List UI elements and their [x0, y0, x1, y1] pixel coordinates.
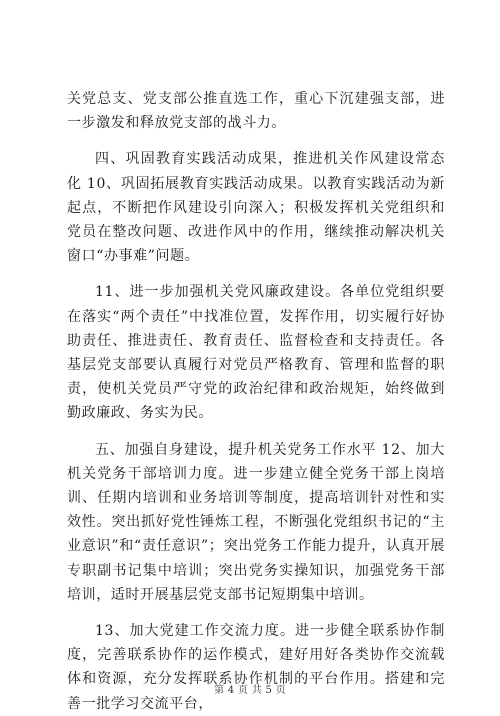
- page-body: [67, 87, 445, 716]
- paragraph-education-practice: 四、巩固教育实践活动成果，推进机关作风建设常态化 10、巩固拓展教育实践活动成果。以教育实践活动为新起点，不断把作风建设引向深入；积极发挥机关党组织和党员在整改问题、改进作风中的作用，继续推动解决机关窗口“办事难”问题。: [67, 151, 445, 265]
- paragraph-party-branch-elections: 关党总支、党支部公推直选工作，重心下沉建强支部，进一步激发和释放党支部的战斗力。: [67, 91, 445, 132]
- paragraph-clean-government: 11、进一步加强机关党风廉政建设。各单位党组织要在落实“两个责任”中找准位置，发挥作用，切实履行好协助责任、推进责任、教育责任、监督检查和支持责任。各基层党支部要认真履行对党员严格教育、管理和监督的职责，使机关党员严守党的政治纪律和政治规矩，始终做到勤政廉政、务实为民。: [67, 284, 445, 422]
- paragraph-exchange-cooperation: 13、加大党建工作交流力度。进一步健全联系协作制度，完善联系协作的运作模式，建好用好各类协作交流载体和资源，充分发挥联系协作机制的平台作用。搭建和完善一批学习交流平台，: [67, 623, 445, 712]
- page-number-footer: 第 4 页 共 5 页: [214, 685, 286, 696]
- paragraph-self-building: 五、加强自身建设，提升机关党务工作水平 12、加大机关党务干部培训力度。进一步建立健全党务干部上岗培训、任期内培训和业务培训等制度，提高培训针对性和实效性。突出抓好党性锤炼工程，不断强化党组织书记的“主业意识”和“责任意识”；突出党务工作能力提升，认真开展专职副书记集中培训；突出党务实操知识，加强党务干部培训，适时开展基层党支部书记短期集中培训。: [67, 441, 445, 603]
